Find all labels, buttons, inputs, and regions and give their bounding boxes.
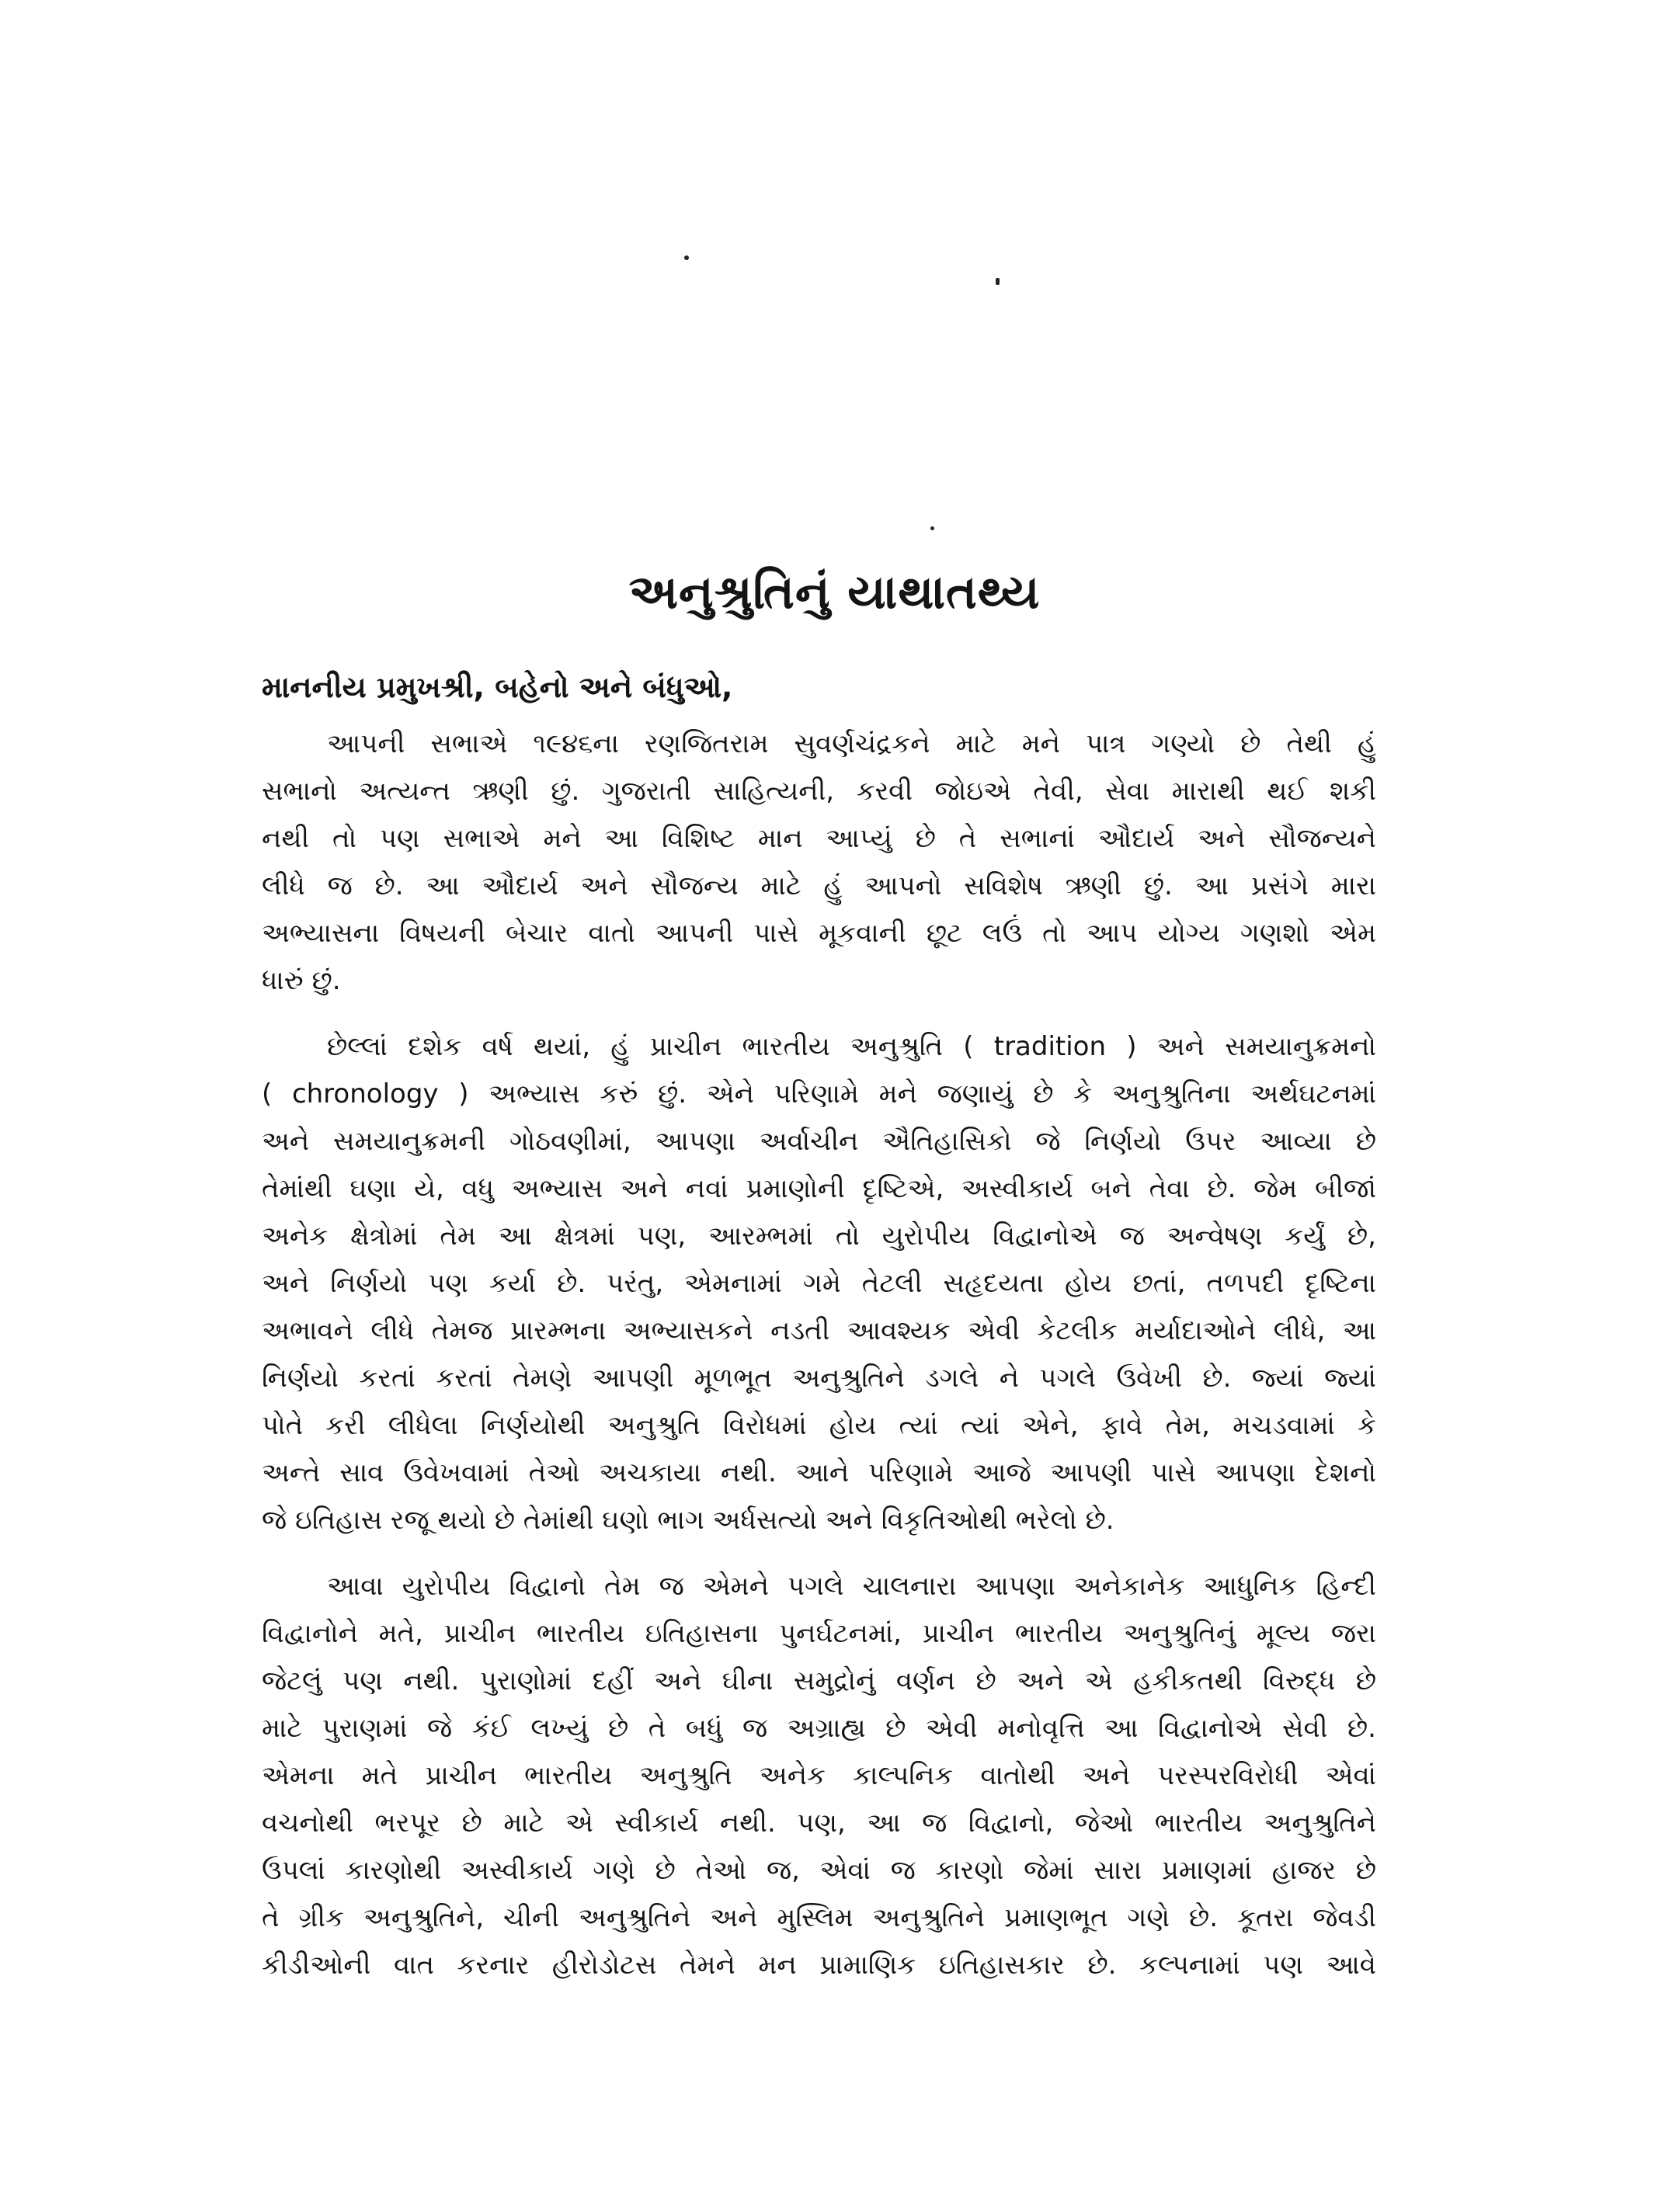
page-title: અનુશ્રુતિનું યાથાતથ્ય [628,565,1041,620]
body-text [262,654,1376,2008]
text-line: પોતે કરી લીધેલા નિર્ણયોથી અનુશ્રુતિ વિરોધમાં હોય ત્યાં ત્યાં એને, ફાવે તેમ, મચડવામાં કે [262,1410,1376,1441]
text-line: જે ઇતિહાસ રજૂ થયો છે તેમાંથી ઘણો ભાગ અર્ધસત્યો અને વિકૃતિઓથી ભરેલો છે. [262,1505,1114,1536]
text-line: નિર્ણયો કરતાં કરતાં તેમણે આપણી મૂળભૂત અનુશ્રુતિને ડગલે ને પગલે ઉવેખી છે. જ્યાં જ્યાં [262,1363,1376,1394]
text-line: અનેક ક્ષેત્રોમાં તેમ આ ક્ષેત્રમાં પણ, આરમ્ભમાં તો યુરોપીય વિદ્વાનોએ જ અન્વેષણ કર્યું છે, [262,1221,1376,1252]
paragraph [262,1563,1376,1989]
text-line: તેમાંથી ઘણા યે, વધુ અભ્યાસ અને નવાં પ્રમાણોની દૃષ્ટિએ, અસ્વીકાર્ય બને તેવા છે. જેમ બીજાં [262,1173,1376,1204]
text-line: અભાવને લીધે તેમજ પ્રારમ્ભના અભ્યાસકને નડતી આવશ્યક એવી કેટલીક મર્યાદાઓને લીધે, આ [262,1315,1376,1346]
text-line: અને સમયાનુક્રમની ગોઠવણીમાં, આપણા અર્વાચીન ઐતિહાસિકો જે નિર્ણયો ઉપર આવ્યા છે [262,1126,1376,1157]
paragraph [262,721,1376,1005]
text-line: ( chronology ) અભ્યાસ કરું છું. એને પરિણામે મને જણાયું છે કે અનુશ્રુતિના અર્થઘટનમાં [262,1078,1376,1109]
text-line: ધારું છું. [262,965,341,996]
salutation: માનનીય પ્રમુખશ્રી, બહેનો અને બંધુઓ, [262,670,733,704]
text-line: આવા યુરોપીય વિદ્વાનો તેમ જ એમને પગલે ચાલનારા આપણા અનેકાનેક આધુનિક હિન્દી [327,1571,1376,1602]
text-line: અભ્યાસના વિષયની બેચાર વાતો આપની પાસે મૂકવાની છૂટ લઉં તો આપ યોગ્ય ગણશો એમ [262,918,1376,949]
text-line: છેલ્લાં દશેક વર્ષ થયાં, હું પ્રાચીન ભારતીય અનુશ્રુતિ ( tradition ) અને સમયાનુક્રમનો [327,1031,1376,1062]
text-line: નથી તો પણ સભાએ મને આ વિશિષ્ટ માન આપ્યું છે તે સભાનાં ઔદાર્ય અને સૌજન્યને [262,823,1376,854]
text-line: અને નિર્ણયો પણ કર્યા છે. પરંતુ, એમનામાં ગમે તેટલી સહૃદયતા હોય છતાં, તળપદી દૃષ્ટિના [262,1268,1376,1299]
text-line: આપની સભાએ ૧૯૪૬ના રણજિતરામ સુવર્ણચંદ્રકને માટે મને પાત્ર ગણ્યો છે તેથી હું [327,728,1376,759]
text-line: સભાનો અત્યન્ત ઋણી છું. ગુજરાતી સાહિત્યની, કરવી જોઇએ તેવી, સેવા મારાથી થઈ શકી [262,776,1376,807]
print-speck [996,278,1000,285]
text-line: તે ગ્રીક અનુશ્રુતિને, ચીની અનુશ્રુતિને અને મુસ્લિમ અનુશ્રુતિને પ્રમાણભૂત ગણે છે. કૂતરા જેવડી [262,1902,1376,1933]
text-line: અન્તે સાવ ઉવેખવામાં તેઓ અચકાયા નથી. આને પરિણામે આજે આપણી પાસે આપણા દેશનો [262,1457,1376,1488]
text-line: લીધે જ છે. આ ઔદાર્ય અને સૌજન્ય માટે હું આપનો સવિશેષ ઋણી છું. આ પ્રસંગે મારા [262,870,1376,901]
text-line: જેટલું પણ નથી. પુરાણોમાં દહીં અને ઘીના સમુદ્રોનું વર્ણન છે અને એ હકીકતથી વિરુદ્ધ છે [262,1665,1376,1696]
print-speck [930,526,934,530]
print-speck [684,255,689,260]
text-line: વિદ્વાનોને મતે, પ્રાચીન ભારતીય ઇતિહાસના પુનર્ઘટનમાં, પ્રાચીન ભારતીય અનુશ્રુતિનું મૂલ્ય જરા [262,1618,1376,1649]
text-line: વચનોથી ભરપૂર છે માટે એ સ્વીકાર્ય નથી. પણ, આ જ વિદ્વાનો, જેઓ ભારતીય અનુશ્રુતિને [262,1807,1376,1839]
text-line: માટે પુરાણમાં જે કંઈ લખ્યું છે તે બધું જ અગ્રાહ્ય છે એવી મનોવૃત્તિ આ વિદ્વાનોએ સેવી છે. [262,1713,1376,1744]
paragraph [262,1023,1376,1544]
text-line: ઉપલાં કારણોથી અસ્વીકાર્ય ગણે છે તેઓ જ, એવાં જ કારણો જેમાં સારા પ્રમાણમાં હાજર છે [262,1855,1376,1886]
text-line: એમના મતે પ્રાચીન ભારતીય અનુશ્રુતિ અનેક કાલ્પનિક વાતોથી અને પરસ્પરવિરોધી એવાં [262,1760,1376,1791]
text-line: કીડીઓની વાત કરનાર હીરોડોટસ તેમને મન પ્રામાણિક ઇતિહાસકાર છે. કલ્પનામાં પણ આવે [262,1950,1376,1981]
